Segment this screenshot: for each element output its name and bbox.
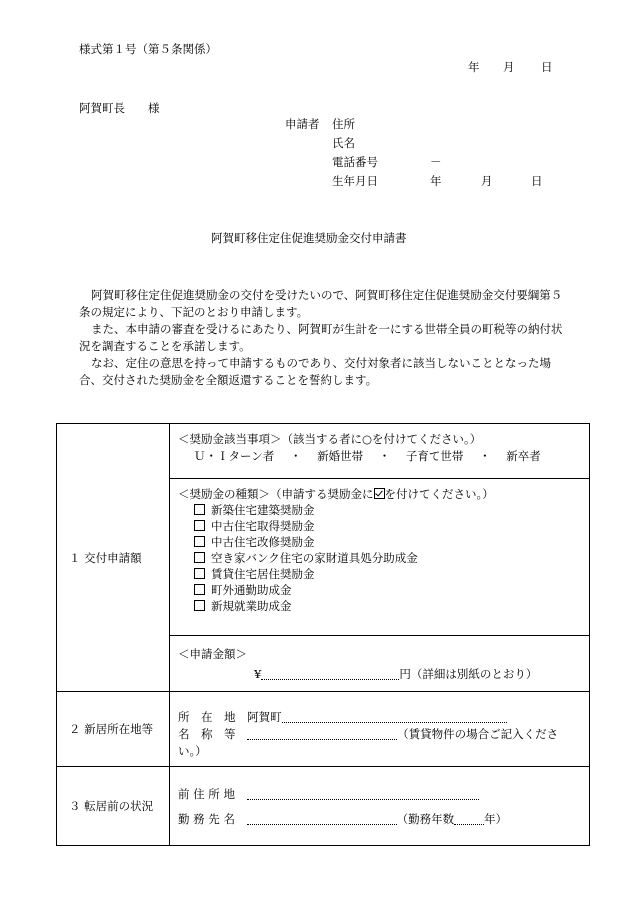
birth-month: 月: [481, 174, 493, 188]
previous-cell: [170, 767, 590, 846]
type-item-label: 新規就業助成金: [211, 599, 292, 613]
type-item[interactable]: [194, 566, 581, 582]
body-paragraph-1: 阿賀町移住定住促進奨励金の交付を受けたいので、阿賀町移住定住促進奨励金交付要綱第５条の規定により、下記のとおり申請します。: [79, 288, 563, 319]
separator: ・: [378, 449, 391, 463]
applicant-phone-label: 電話番号: [332, 155, 378, 169]
years-pre: （勤務年数: [396, 812, 455, 826]
eligibility-option[interactable]: 子育て世帯: [405, 449, 464, 463]
date-year: 年: [468, 60, 480, 74]
type-heading-post: を付けてください。）: [384, 487, 494, 501]
type-item[interactable]: [194, 518, 581, 534]
type-item-label: 空き家バンク住宅の家財道具処分助成金: [211, 551, 418, 565]
amount-line: [178, 666, 581, 682]
type-item[interactable]: [194, 598, 581, 614]
checkbox-icon[interactable]: [194, 568, 205, 579]
yen-mark: ¥: [254, 667, 262, 681]
body-paragraph-3: なお、定住の意思を持って申請するものであり、交付対象者に該当しないこととなった場合、交付された奨励金を全額返還することを誓約します。: [79, 356, 551, 387]
body-text: [79, 287, 565, 389]
document-title: 阿賀町移住定住促進奨励金交付申請書: [211, 231, 407, 245]
separator: ・: [479, 449, 491, 463]
type-item-label: 新築住宅建築奨励金: [211, 503, 315, 517]
workplace-input[interactable]: [247, 812, 397, 825]
type-item[interactable]: [194, 534, 581, 550]
amount-cell: [170, 636, 590, 692]
type-list: [178, 502, 581, 614]
date-month: 月: [503, 60, 515, 74]
type-item-label: 中古住宅取得奨励金: [211, 519, 315, 533]
applicant-label: 申請者: [285, 117, 320, 131]
type-item[interactable]: [194, 550, 581, 566]
workplace-line: [178, 807, 581, 832]
type-item-label: 中古住宅改修奨励金: [211, 535, 315, 549]
location-label: 所 在 地: [178, 710, 236, 724]
type-cell: [170, 479, 590, 636]
addressee: 阿賀町長 様: [79, 101, 160, 115]
eligibility-option[interactable]: 新婚世帯: [317, 449, 364, 463]
type-item[interactable]: [194, 582, 581, 598]
location-value: 阿賀町: [247, 710, 282, 724]
date-day: 日: [541, 60, 553, 74]
eligibility-option[interactable]: Ｕ・Ｉターン者: [194, 449, 275, 463]
eligibility-heading: ＜奨励金該当事項＞（該当する者に○を付けてください。）: [178, 432, 482, 446]
application-table: [56, 423, 590, 846]
body-paragraph-2: また、本申請の審査を受けるにあたり、阿賀町が生計を一にする世帯全員の町税等の納付状況を調査することを承諾します。: [79, 322, 563, 353]
checkbox-icon[interactable]: [194, 600, 205, 611]
name-input[interactable]: [247, 727, 397, 740]
name-note: （賃貸物件の場合ご記入ください。）: [178, 727, 559, 758]
checkbox-icon[interactable]: [194, 552, 205, 563]
prev-address-label: 前 住 所 地: [178, 787, 235, 801]
checkbox-icon[interactable]: [194, 584, 205, 595]
type-heading-pre: ＜奨励金の種類＞（申請する奨励金に: [178, 487, 374, 501]
workplace-label: 勤 務 先 名: [178, 812, 235, 826]
checkbox-icon[interactable]: [194, 504, 205, 515]
birth-year: 年: [430, 174, 442, 188]
birth-day: 日: [531, 174, 543, 188]
amount-input[interactable]: [261, 667, 399, 680]
new-residence-cell: [170, 692, 590, 767]
phone-dash: －: [430, 155, 442, 169]
type-heading: [178, 486, 581, 502]
prev-address-input[interactable]: [247, 787, 479, 800]
eligibility-cell: [170, 424, 590, 479]
row-label-previous: ３ 転居前の状況: [57, 767, 170, 846]
name-line: [178, 726, 581, 760]
checkbox-icon[interactable]: [194, 520, 205, 531]
applicant-birthdate-label: 生年月日: [332, 174, 378, 188]
eligibility-option[interactable]: 新卒者: [506, 449, 541, 463]
checkbox-icon[interactable]: [194, 536, 205, 547]
years-post: 年）: [484, 812, 508, 826]
type-item-label: 町外通勤助成金: [211, 583, 292, 597]
prev-address-line: [178, 782, 581, 807]
form-number: 様式第１号（第５条関係）: [79, 42, 217, 56]
amount-suffix: 円（詳細は別紙のとおり）: [399, 667, 538, 681]
eligibility-options: [178, 448, 581, 464]
years-input[interactable]: [454, 812, 484, 825]
row-label-new-residence: ２ 新居所在地等: [57, 692, 170, 767]
amount-heading: ＜申請金額＞: [178, 647, 247, 661]
applicant-address-label: 住所: [332, 117, 355, 131]
type-item[interactable]: [194, 502, 581, 518]
separator: ・: [289, 449, 302, 463]
location-line: [178, 709, 581, 726]
row-label-amount: １ 交付申請額: [57, 424, 170, 692]
location-input[interactable]: [282, 710, 507, 723]
checkmark-icon: [374, 488, 385, 499]
type-item-label: 賃貸住宅居住奨励金: [211, 567, 315, 581]
name-label: 名 称 等: [178, 727, 236, 741]
applicant-name-label: 氏名: [332, 136, 355, 150]
